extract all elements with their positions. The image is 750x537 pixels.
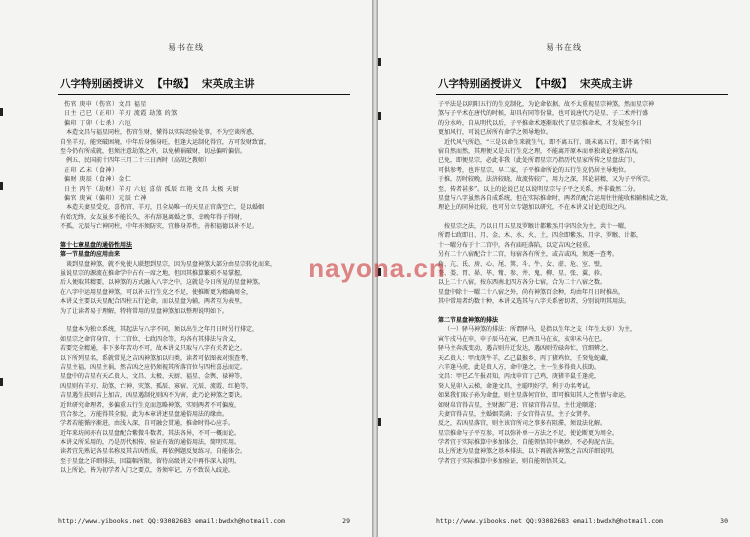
text-line: 日主 丙午（劫财）羊刃 六厄 喜信 孤辰 红艳 文昌 太极 天厨 [64,185,240,193]
text-line: 偏印 丁卯（七杀）六厄 [64,119,132,127]
text-line: 偏财 庚辰（食神）金仁 [64,176,132,184]
text-line: 星宗推命与子平互参，可以弥补单一方法之不足，使论断更为周全。 [438,429,619,437]
page-body [60,100,348,507]
text-line: 学者若能循序渐进，由浅入深，自可融会贯通，推命时得心应手。 [60,420,235,428]
text-line: 日主 己巳（正印）羊刃 流霞 劫煞 的煞 [64,110,178,118]
course-level: 【中级】 [152,78,194,90]
text-line: 如果我们取子孙为命盘，则主星落何宫位，即可推知其人之性情与命运， [438,392,631,400]
lecturer: 宋英成主讲 [580,78,633,90]
page-body [438,100,726,507]
text-line: 如星宗之命宫身宫、十二宫位、七政四余等，均各有其排法与含义， [60,335,241,343]
text-line: 以下所列星名，系就常见之吉凶神煞加以归类，读者可依图表对照查考， [60,354,253,362]
text-line: 六辛逢马虎，此是贵人方，命中逢之，主一生多得贵人扶助。 [438,363,601,371]
lecture-title-row [60,76,348,90]
lecture-title: 八字特别函授讲义 [438,78,522,90]
text-line: 已免，即便星宗，必此非我（此处所谓星宗乃指历代星家所传之星盘法门）， [438,157,640,165]
text-line: 理论上的同异比较，也可另立专题加以研究，不在本讲义讨论范围之内。 [438,204,631,212]
text-line: 星盘与八字虽然各自成系统，但在实际推命时，两者的配合运用往往能收相辅相成之效， [438,194,673,202]
text-line: 宜合参之，方能得其全貌，此为本章讲述星盘通俗用法的缘由。 [60,410,229,418]
page-footer [436,517,728,525]
text-line: 为了让读者易于理解，特将常用的星盘神煞加以整理说明如下。 [60,307,229,315]
section-heading: 第二节星盘神煞的排法 [438,316,499,324]
page-footer [58,517,350,525]
text-line: 以上所论，皆为初学者入门之要点，务须牢记，方不致误入歧途。 [60,467,235,475]
text-line: 驿马主奔波变动，遇吉则升迁发达，遇凶则劳碌奔忙，宜细辨之。 [438,345,613,353]
text-line: 煞与子平术在唐代的时候，却具有同等份量，也可说唐代乃是星、子二术并行盛 [438,110,649,118]
page-number: 29 [342,517,350,525]
binding-mark [0,378,3,386]
text-line [60,231,348,240]
text-line: 伤官 庚申（伤官）文昌 福星 [64,101,147,108]
text-line: 至今仍有所成就，但须注意劫煞之冲，以免横祸破财，切忌偏听偏信。 [60,147,247,155]
text-line: 奎、娄、胃、昴、毕、觜、参、井、鬼、柳、星、张、翼、轸。 [438,270,607,278]
text-line: 夫妻宫得吉星，主婚姻美满；子女宫得吉星，主子女贤孝。 [438,410,595,418]
section-heading: 第一节星盘的应用由来 [60,251,121,259]
text-line: 吉星遇生扶则吉上加吉，凶星遇制化则凶不为害，此乃论神煞之要诀。 [60,392,247,400]
text-line: 学者宜于实际推算中多加体会，自能领悟其中奥妙，不必拘泥古法。 [438,439,619,447]
binding-mark [378,112,381,120]
lecture-title: 八字特别函授讲义 [60,78,144,90]
text-line: 以上二十八宿，按东西南北四方各分七宿，合为二十八宿之数。 [438,279,607,287]
text-line: 十一曜分布于十二宫中，各有庙旺落陷，以定吉凶之轻重。 [438,241,595,249]
text-line: 文昌：甲巳乙午报君知，丙戊申宫丁己鸡，庚猪辛鼠壬逢虎， [438,373,601,381]
text-line: 后人便取其精要，以神煞的方式融入八字之中，这就是今日所见的星盘神煞。 [60,279,265,287]
text-line: 有始无终，女友虽多不能长久，亦有辞退离婚之事，幸晚年得子得财， [60,213,247,221]
text-line: 星盘中的吉星有天乙贵人、文昌、太极、天厨、福星、金舆、禄神等， [60,373,247,381]
binding-mark [0,108,3,116]
text-line: 近代风气所趋，“三是以命生来就生气，即不离五行、既未离五行，即不离个阳 [444,138,652,146]
text-line: 不孤，元辰与亡神同柱，中年亦须防灾，宜修身养性，善积福德以补不足。 [60,223,259,231]
text-line: 至、传者甚多”。以上的论说已足以说明星宗与子平之关系，并非截然二分。 [438,185,640,193]
binding-mark [0,182,3,190]
text-line: 自坐羊刃，能突破困境，中年后身强身旺，但逢大运制化得宜，方可发财致富， [60,138,271,146]
text-line: 例五、民国前十四年三月二十三日酉时（高胡之教师） [66,157,211,165]
text-line: 正印 乙未（食神） [64,166,119,174]
text-line [438,213,726,222]
text-line: 天乙贵人：甲戊庚牛羊，乙己鼠猴乡，丙丁猪鸡位，壬癸兔蛇藏， [438,354,613,362]
page-number: 30 [720,517,728,525]
text-line: 星盘中除十一曜二十八宿之外，尚有神煞百余种，均由年月日时推出， [438,288,625,296]
text-line: 谈到星盘神煞，就不免使人联想到星宗，因为星盘神煞大部分由星宗转化而来， [66,260,277,268]
text-line: 读者宜先熟记各星名称及其吉凶性质，再依例题反复练习，自能体会。 [60,448,247,456]
text-line: 本造文昌与福星同柱，伤官生财，懂得以实际经验处事，不为空谈所惑， [66,129,259,137]
text-line: 若要完全精通，非下多年苦功不可，故本讲义只取与八字有关者论之。 [60,345,247,353]
text-line: （一）驿马神煞的排法：所谓驿马，是指以生年之支（年生太岁）为主， [444,326,637,334]
title-divider [436,94,728,95]
text-line: 本讲义主要以天星配合四柱五行论命，而以星盘为辅，两者互为表里， [60,298,247,306]
text-line: 星盘本为独立系统，其起法与八字不同，须以出生之年月日时另行排定， [66,326,259,334]
text-line: 凶星则有羊刃、劫煞、亡神、灾煞、孤辰、寡宿、元辰、流霞、红艳等， [60,382,253,390]
text-line: 角、亢、氐、房、心、尾、箕、斗、牛、女、虚、危、室、壁， [438,260,607,268]
text-line: 吉星主福，凶星主祸，然吉凶之应仍须视其所落宫位与四柱喜忌而定。 [60,363,247,371]
course-level: 【中级】 [530,78,572,90]
text-line: 按星宗之法，乃以日月五星及罗睺计都紫炁月孛四余为主，共十一曜， [444,223,631,231]
binding-mark [378,418,381,426]
site-header: 易书在线 [546,43,582,52]
site-header: 易书在线 [168,43,204,52]
section-heading: 第十七章星盘的通俗性用法 [60,241,133,249]
text-line [438,307,726,316]
title-divider [58,94,350,95]
text-line: 如财帛宫得吉星，主财源广进；官禄宫得吉星，主仕途顺遂； [438,401,601,409]
text-line: 其中常用者约数十种，本讲义选其与八字关系密切者，分别说明其用法。 [438,298,631,306]
footer-url: http://www.yibooks.net QQ:93082683 email:bwdxh@hotmail.com [58,517,285,525]
text-line: 偏官 庚寅（偏印）元辰 亡神 [64,194,147,202]
text-line: 癸人见卯入云梯，命逢文昌，主聪明好学，利于功名考试。 [438,382,595,390]
text-line: 可供参考，也许星宗，早二家，子平推命所论的五行生克仍居主导地位。 [438,166,631,174]
footer-url: http://www.yibooks.net QQ:93082683 email:bwdxh@hotmail.com [436,517,663,525]
text-line: 虽说星宗的源流在推命学中占有一席之地，但因其推算繁琐不易掌握， [60,270,247,278]
text-line: 学者宜于实际推算中多加验证，则自能领悟其义。 [438,457,571,465]
text-line: 子平法是以阴阳五行的生克制化，为论命依据，故不太重视星宗神煞，然而星宗神 [438,101,655,108]
text-line: 另有二十八宿配合十二宫，每宿各有所主，或吉或凶，须逐一查考。 [438,251,619,259]
text-line: 于推，历时较晚，法济较晓，故流传较广，用力之深，其论甚精，又为子平所宗。 [438,176,655,184]
text-line: 本讲义所采用的，乃是历代相传、验证有效的通俗用法，简明实用。 [60,439,241,447]
lecturer: 宋英成主讲 [202,78,255,90]
text-line: 的分水岭，自从明代以后，子平推命术逐渐取代了星宗推命术，才发展至今日 [438,119,643,127]
text-line: 至于星盘之详细排法，因篇幅所限，留待高级讲义中再作深入说明。 [60,457,241,465]
text-line: 所谓七政即日、月、金、木、水、火、土，四余即紫炁、月孛、罗睺、计都， [438,232,643,240]
text-line: 近世研究命理者，多偏重五行生克而忽略神煞，实则两者不可偏废， [60,401,241,409]
binding-mark [378,58,381,66]
text-line: 在八字中运用星盘神煞，可以补五行生克之不足，使推断更为精确周全， [60,288,253,296]
lecture-title-row [438,76,726,90]
text-line: 寅午戌马在申，申子辰马在寅，巳酉丑马在亥，亥卯未马在巳。 [438,335,607,343]
text-line [60,316,348,325]
text-line: 以上所述为星盘神煞之基本排法，以下再就各神煞之吉凶详细说明。 [438,448,619,456]
watermark: nayona.cn [308,253,446,283]
text-line: 更加风行，可说已居所有命学之领导地位。 [438,129,553,137]
text-line: 宿自然而然，其理便又是五行生克之理，不能离开原本而单独谈论神煞吉凶。 [438,147,643,155]
text-line: 近年来坊间亦有以星盘配合紫微斗数者，其法各异，不可一概而论。 [60,429,241,437]
text-line: 反之，若凶星落宫，则主该宫所司之事多有阻滞，须设法化解。 [438,420,607,428]
text-line: 本造夫妻星受克，喜伤官、羊刃，且全局唯一的天星正官落空亡，是以婚姻 [66,204,265,212]
